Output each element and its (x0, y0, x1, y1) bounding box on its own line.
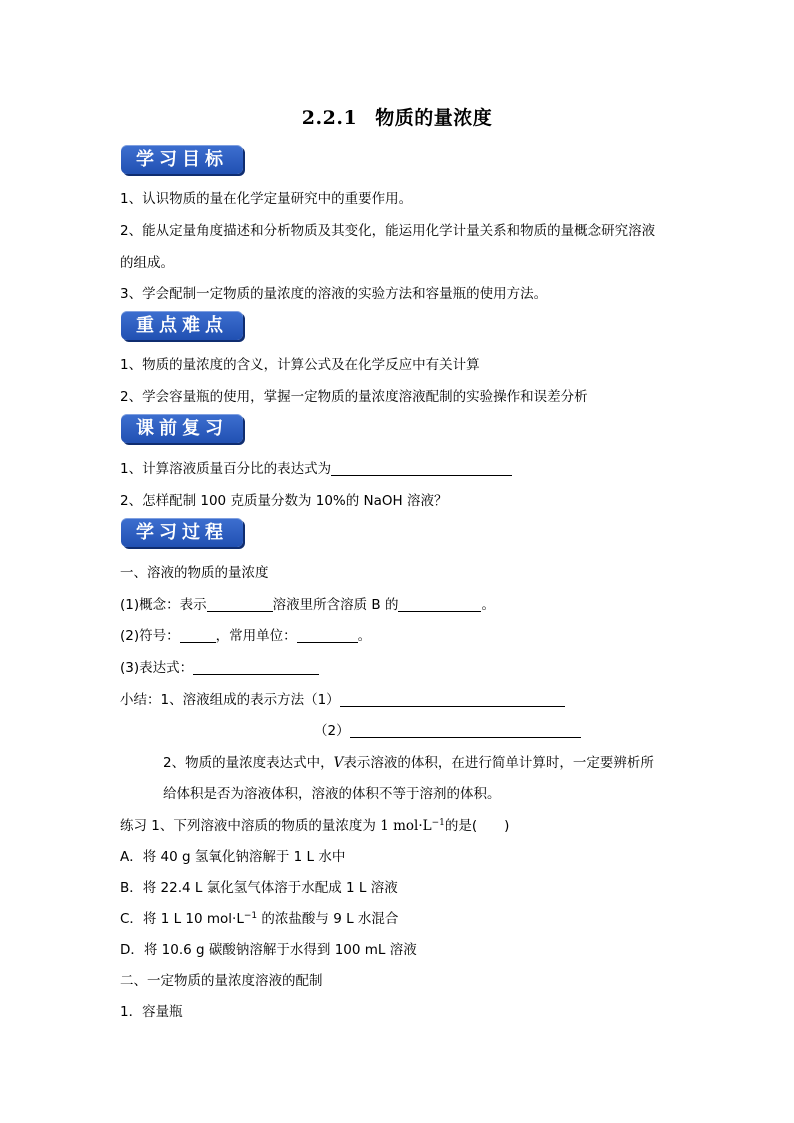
summary-line-2 (314, 719, 581, 739)
title-text: 物质的量浓度 (375, 107, 493, 129)
concept-line (120, 593, 495, 613)
exercise-1-stem (120, 814, 509, 834)
volume-symbol: V (333, 755, 344, 771)
symbol-line (120, 624, 371, 644)
option-c (120, 907, 398, 927)
goal-2-line-2: 的组成。 (120, 255, 174, 271)
expression-line (120, 656, 319, 676)
summary-line-1 (120, 688, 565, 708)
process-heading-2: 二、一定物质的量浓度溶液的配制 (120, 973, 323, 989)
option-d: D．将 10.6 g 碳酸钠溶解于水得到 100 mL 溶液 (120, 942, 417, 958)
exercise-text-b: 的是( ) (444, 818, 510, 834)
symbol-text-c: 。 (357, 628, 372, 644)
answer-blank[interactable] (193, 660, 319, 675)
goal-1: 1、认识物质的量在化学定量研究中的重要作用。 (120, 191, 413, 207)
exercise-unit: 1 mol·L (380, 818, 432, 834)
summary-text-a: 小结：1、溶液组成的表示方法（1） (120, 692, 340, 708)
option-c-text-a: C．将 1 L 10 mol·L (120, 911, 244, 927)
page-title (0, 103, 794, 130)
exercise-text-a: 练习 1、下列溶液中溶质的物质的量浓度为 (120, 818, 376, 834)
title-number: 2.2.1 (301, 107, 358, 129)
concept-text-a: (1)概念：表示 (120, 597, 207, 613)
answer-blank[interactable] (331, 461, 512, 476)
key-point-1: 1、物质的量浓度的含义，计算公式及在化学反应中有关计算 (120, 357, 480, 373)
review-1-text: 1、计算溶液质量百分比的表达式为 (120, 461, 332, 477)
exercise-unit-exponent: −1 (431, 818, 445, 828)
answer-blank[interactable] (398, 597, 481, 612)
review-2: 2、怎样配制 100 克质量分数为 10%的 NaOH 溶液？ (120, 493, 448, 509)
section-badge-process: 学习过程 (121, 518, 243, 547)
answer-blank[interactable] (340, 692, 565, 707)
summary-2-line-1 (163, 751, 654, 771)
option-c-text-b: 的浓盐酸与 9 L 水混合 (257, 911, 399, 927)
option-a: A．将 40 g 氢氧化钠溶解于 1 L 水中 (120, 849, 346, 865)
answer-blank[interactable] (207, 597, 273, 612)
answer-blank[interactable] (350, 723, 581, 738)
concept-text-b: 溶液里所含溶质 B 的 (272, 597, 399, 613)
answer-blank[interactable] (297, 628, 358, 643)
concept-text-c: 。 (481, 597, 495, 613)
answer-blank[interactable] (180, 628, 216, 643)
summary-2-text-b: 表示溶液的体积，在进行简单计算时，一定要辨析所 (343, 755, 654, 771)
symbol-text-b: ，常用单位： (215, 628, 297, 644)
option-b: B．将 22.4 L 氯化氢气体溶于水配成 1 L 溶液 (120, 880, 398, 896)
summary-text-b: （2） (314, 723, 350, 739)
symbol-text-a: (2)符号： (120, 628, 180, 644)
section-badge-key-points: 重点难点 (121, 311, 243, 340)
goal-2-line-1: 2、能从定量角度描述和分析物质及其变化，能运用化学计量关系和物质的量概念研究溶液 (120, 223, 656, 239)
key-point-2: 2、学会容量瓶的使用，掌握一定物质的量浓度溶液配制的实验操作和误差分析 (120, 389, 588, 405)
summary-2-line-2: 给体积是否为溶液体积，溶液的体积不等于溶剂的体积。 (163, 786, 501, 802)
process-heading-1: 一、溶液的物质的量浓度 (120, 565, 269, 581)
section-badge-review: 课前复习 (121, 414, 243, 443)
section-badge-goals: 学习目标 (121, 145, 243, 174)
option-c-exponent: −1 (243, 911, 258, 921)
review-1 (120, 457, 512, 477)
subheading-volumetric-flask: 1．容量瓶 (120, 1004, 183, 1020)
expression-text: (3)表达式： (120, 660, 194, 676)
goal-3: 3、学会配制一定物质的量浓度的溶液的实验方法和容量瓶的使用方法。 (120, 286, 548, 302)
summary-2-text-a: 2、物质的量浓度表达式中， (163, 755, 334, 771)
